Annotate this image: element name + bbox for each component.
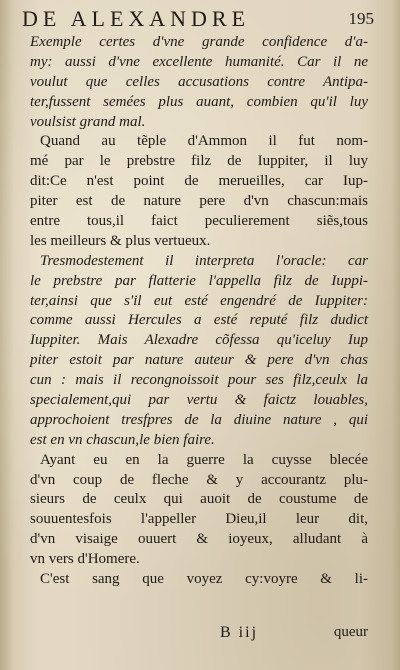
body-text — [30, 33, 368, 590]
text-line: my: aussi d'vne excellente humanité. Car il ne — [30, 53, 368, 70]
text-line: d'vn visaige ouuert & ioyeux, alludant à — [30, 531, 368, 548]
text-line: sieurs de ceulx qui auoit de coustume de — [30, 491, 368, 508]
text-line: est en vn chascun,le bien faire. — [30, 431, 215, 448]
text-line: souuentesfois l'appeller Dieu,il leur dit, — [30, 511, 368, 528]
text-line: les meilleurs & plus vertueux. — [30, 232, 211, 249]
text-line: ter,fussent semées plus auant, combien qu'il luy — [30, 93, 368, 110]
text-line: Iuppiter. Mais Alexadre cõfessa qu'iceluy Iup — [30, 332, 368, 349]
text-line: voulut que celles accusations contre Antipa- — [30, 73, 368, 90]
text-line: Exemple certes d'vne grande confidence d'a- — [30, 34, 368, 50]
text-line: Ayant eu en la guerre la cuysse blecée — [40, 451, 368, 468]
page-footer — [30, 624, 368, 646]
text-line: Quand au tẽple d'Ammon il fut nom- — [40, 133, 368, 150]
text-line: cun : mais il recongnoissoit pour ses filz,ceulx la — [30, 372, 368, 389]
text-line: d'vn coup de fleche & y accourantz plu- — [30, 471, 368, 488]
text-line: specialement,qui par vertu & faictz louables, — [30, 392, 368, 409]
signature-mark: B iij — [220, 624, 259, 641]
catchword: queur — [333, 624, 368, 640]
page-number: 195 — [348, 9, 374, 28]
text-line: dit:Ce n'est point de merueilles, car Iup- — [30, 173, 368, 190]
text-line: entre tous,il faict peculierement siẽs,tous — [30, 213, 368, 230]
text-line: piter est de nature pere d'vn chascun:mais — [30, 193, 368, 210]
text-line: mé par le prebstre filz de Iuppiter, il luy — [30, 153, 368, 170]
running-title: DE ALEXANDRE — [22, 6, 251, 31]
running-head — [8, 6, 392, 36]
text-line: comme aussi Hercules a esté reputé filz dudict — [30, 312, 368, 329]
text-line: piter estoit par nature auteur & pere d'vn chas — [30, 352, 368, 369]
text-line: Tresmodestement il interpreta l'oracle: car — [40, 252, 368, 269]
text-line: vn vers d'Homere. — [30, 551, 140, 568]
text-line: le prebstre par flatterie l'appella filz de Iuppi- — [30, 272, 368, 289]
text-line: voulsist grand mal. — [30, 113, 146, 130]
text-line: ter,ainsi que s'il eut esté engendré de Iuppiter: — [30, 292, 368, 309]
text-line: C'est sang que voyez cy:voyre & li- — [40, 571, 368, 588]
text-line: approchoient tresfpres de la diuine nature , qui — [30, 411, 368, 428]
